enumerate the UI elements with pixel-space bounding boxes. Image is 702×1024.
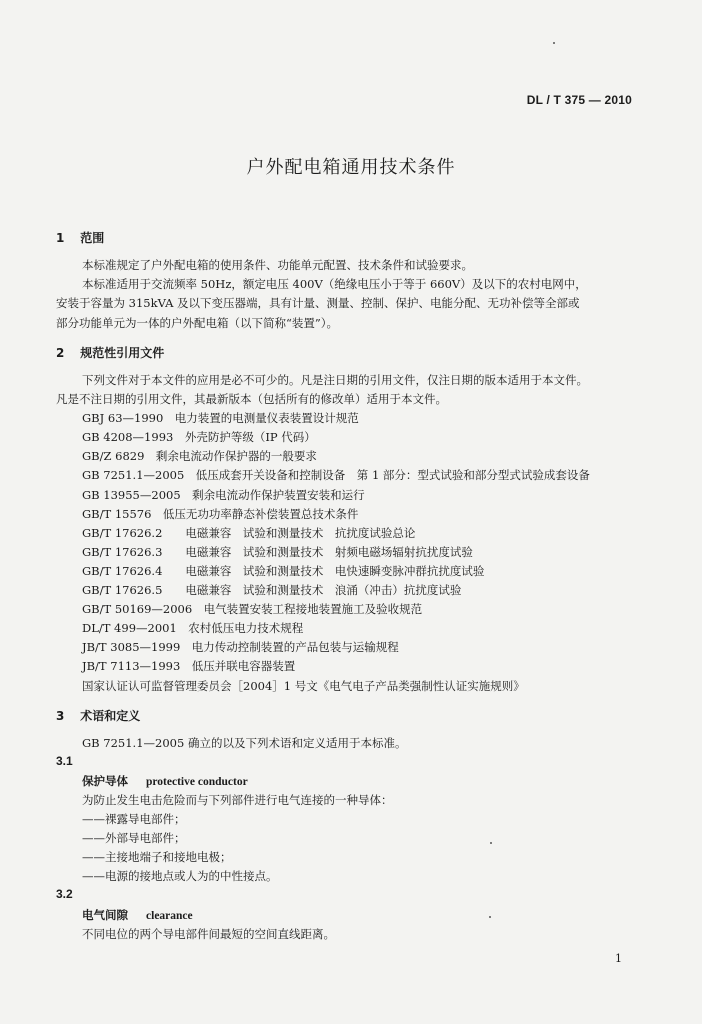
reference-item: DL/T 499—2001 农村低压电力技术规程 xyxy=(82,621,304,635)
section-title: 术语和定义 xyxy=(80,709,141,723)
reference-item: JB/T 3085—1999 电力传动控制装置的产品包装与运输规程 xyxy=(82,640,399,654)
section-title: 规范性引用文件 xyxy=(80,346,165,360)
term-english: protective conductor xyxy=(146,776,248,788)
paragraph-line: 部分功能单元为一体的户外配电箱（以下简称“装置”）。 xyxy=(56,316,339,330)
paragraph-line: 本标准规定了户外配电箱的使用条件、功能单元配置、技术条件和试验要求。 xyxy=(82,258,473,272)
section-2-heading xyxy=(56,344,164,361)
term-heading xyxy=(82,907,193,923)
clause-number: 3.2 xyxy=(56,887,73,901)
paragraph-line: 下列文件对于本文件的应用是必不可少的。凡是注日期的引用文件，仅注日期的版本适用于本文件。 xyxy=(82,373,588,387)
reference-item: 国家认证认可监督管理委员会［2004］1 号文《电气电子产品类强制性认证实施规则》 xyxy=(82,679,525,693)
section-title: 范围 xyxy=(80,231,105,245)
reference-item: GB/T 17626.5 电磁兼容 试验和测量技术 浪涌（冲击）抗扰度试验 xyxy=(82,583,462,597)
reference-item: GB 4208—1993 外壳防护等级（IP 代码） xyxy=(82,430,316,444)
definition-text: 不同电位的两个导电部件间最短的空间直线距离。 xyxy=(82,927,335,941)
reference-item: GB/T 50169—2006 电气装置安装工程接地装置施工及验收规范 xyxy=(82,602,423,616)
definition-text: 为防止发生电击危险而与下列部件进行电气连接的一种导体： xyxy=(82,793,393,807)
paragraph-line: 本标准适用于交流频率 50Hz，额定电压 400V（绝缘电压小于等于 660V）及以下的农村电网中， xyxy=(82,277,587,291)
paragraph-line: GB 7251.1—2005 确立的以及下列术语和定义适用于本标准。 xyxy=(82,736,407,750)
scan-speck xyxy=(553,42,555,44)
reference-item: JB/T 7113—1993 低压并联电容器装置 xyxy=(82,659,296,673)
reference-item: GBJ 63—1990 电力装置的电测量仪表装置设计规范 xyxy=(82,411,359,425)
section-3-heading xyxy=(56,707,140,724)
list-item: ——裸露导电部件； xyxy=(82,812,186,826)
term-english: clearance xyxy=(146,910,193,922)
paragraph-line: 安装于容量为 315kVA 及以下变压器端，具有计量、测量、控制、保护、电能分配、无功补偿等全部或 xyxy=(56,296,580,310)
standard-code: DL / T 375 — 2010 xyxy=(526,93,632,107)
list-item: ——主接地端子和接地电极； xyxy=(82,850,232,864)
scan-speck xyxy=(489,916,491,918)
page-number: 1 xyxy=(615,952,622,965)
section-number: 2 xyxy=(56,346,65,360)
document-title: 户外配电箱通用技术条件 xyxy=(246,157,456,178)
reference-item: GB/Z 6829 剩余电流动作保护器的一般要求 xyxy=(82,449,317,463)
reference-item: GB 13955—2005 剩余电流动作保护装置安装和运行 xyxy=(82,488,365,502)
reference-item: GB/T 17626.3 电磁兼容 试验和测量技术 射频电磁场辐射抗扰度试验 xyxy=(82,545,473,559)
section-1-heading xyxy=(56,229,104,246)
paragraph-line: 凡是不注日期的引用文件，其最新版本（包括所有的修改单）适用于本文件。 xyxy=(56,392,447,406)
reference-item: GB/T 15576 低压无功功率静态补偿装置总技术条件 xyxy=(82,507,359,521)
reference-item: GB 7251.1—2005 低压成套开关设备和控制设备 第 1 部分：型式试验和部分型式试验成套设备 xyxy=(82,468,590,482)
reference-item: GB/T 17626.4 电磁兼容 试验和测量技术 电快速瞬变脉冲群抗扰度试验 xyxy=(82,564,485,578)
reference-item: GB/T 17626.2 电磁兼容 试验和测量技术 抗扰度试验总论 xyxy=(82,526,416,540)
term-chinese: 电气间隙 xyxy=(82,908,128,922)
clause-number: 3.1 xyxy=(56,754,73,768)
list-item: ——电源的接地点或人为的中性接点。 xyxy=(82,869,278,883)
section-number: 3 xyxy=(56,709,65,723)
section-number: 1 xyxy=(56,231,65,245)
term-chinese: 保护导体 xyxy=(82,774,128,788)
term-heading xyxy=(82,773,248,789)
scan-speck xyxy=(490,842,492,844)
list-item: ——外部导电部件； xyxy=(82,831,186,845)
